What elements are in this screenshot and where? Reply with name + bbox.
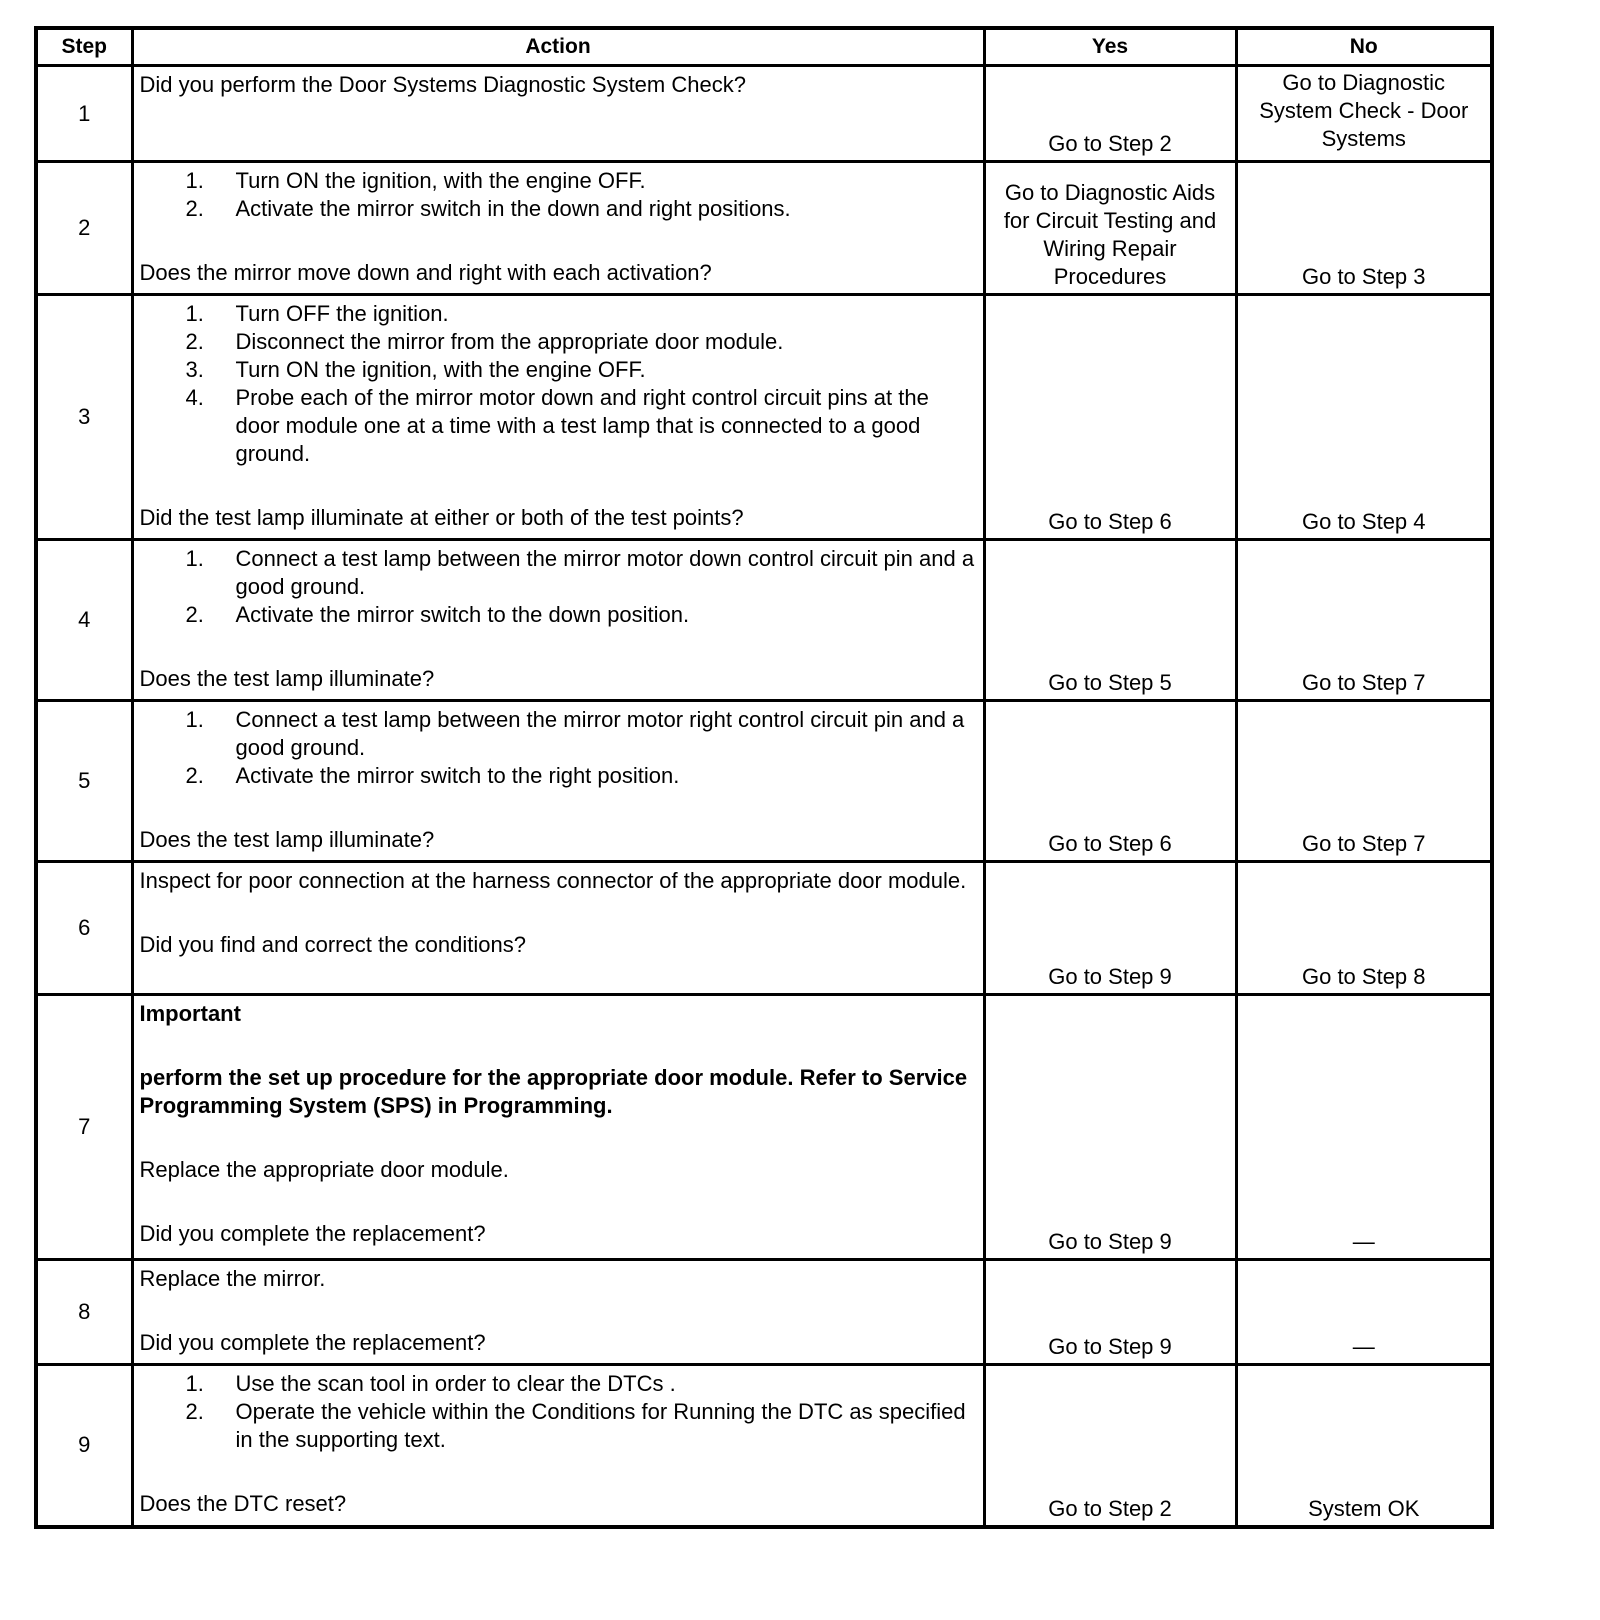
- table-row: [36, 540, 1492, 701]
- list-number: 3.: [185, 357, 204, 382]
- list-text: Connect a test lamp between the mirror motor right control circuit pin and a good ground.: [235, 707, 965, 760]
- list-number: 2.: [185, 329, 204, 354]
- table-row: [36, 1260, 1492, 1365]
- no-cell: Go to Step 7: [1236, 540, 1492, 701]
- action-question: Does the test lamp illuminate?: [139, 827, 435, 852]
- step-number: 5: [36, 701, 132, 862]
- action-list: [140, 1370, 977, 1454]
- action-list: [140, 545, 977, 629]
- yes-cell: Go to Step 2: [984, 66, 1236, 162]
- list-item: [140, 300, 977, 328]
- no-cell: Go to Step 4: [1236, 295, 1492, 540]
- list-number: 1.: [185, 301, 204, 326]
- step-number: 6: [36, 862, 132, 995]
- list-number: 2.: [185, 1399, 204, 1424]
- step-number: 1: [36, 66, 132, 162]
- header-no: No: [1236, 28, 1492, 66]
- action-list: [140, 300, 977, 468]
- action-question: Did you complete the replacement?: [139, 1221, 486, 1246]
- list-item: [140, 195, 977, 223]
- table-row: [36, 701, 1492, 862]
- no-cell: Go to Step 3: [1236, 162, 1492, 295]
- action-list: [140, 167, 977, 223]
- list-text: Turn ON the ignition, with the engine OFF.: [235, 168, 646, 193]
- table-row: [36, 1365, 1492, 1527]
- action-list: [140, 706, 977, 790]
- action-cell: [132, 1260, 984, 1365]
- no-cell: Go to Diagnostic System Check - Door Systems: [1236, 66, 1492, 162]
- action-intro: Replace the mirror.: [139, 1266, 326, 1291]
- step-number: 9: [36, 1365, 132, 1527]
- action-intro: Replace the appropriate door module.: [139, 1157, 509, 1182]
- yes-cell: Go to Step 9: [984, 995, 1236, 1260]
- action-question: Did the test lamp illuminate at either or both of the test points?: [139, 505, 744, 530]
- important-label: Important: [139, 1001, 241, 1026]
- action-question: Did you find and correct the conditions?: [139, 932, 526, 957]
- yes-cell: Go to Step 9: [984, 862, 1236, 995]
- table-row: [36, 66, 1492, 162]
- step-number: 4: [36, 540, 132, 701]
- list-number: 2.: [185, 196, 204, 221]
- step-number: 8: [36, 1260, 132, 1365]
- yes-cell: Go to Diagnostic Aids for Circuit Testing and Wiring Repair Procedures: [984, 162, 1236, 295]
- list-item: [140, 167, 977, 195]
- list-text: Probe each of the mirror motor down and right control circuit pins at the door module one at a time with a test lamp that is connected to a good ground.: [235, 385, 929, 466]
- no-cell: Go to Step 8: [1236, 862, 1492, 995]
- list-item: [140, 1370, 977, 1398]
- list-number: 1.: [185, 168, 204, 193]
- list-text: Connect a test lamp between the mirror motor down control circuit pin and a good ground.: [235, 546, 975, 599]
- list-item: [140, 1398, 977, 1454]
- action-question: Does the DTC reset?: [139, 1491, 347, 1516]
- list-item: [140, 545, 977, 601]
- header-action: Action: [132, 28, 984, 66]
- diagnostic-table: [34, 26, 1494, 1529]
- action-cell: [132, 995, 984, 1260]
- action-cell: [132, 1365, 984, 1527]
- list-item: [140, 762, 977, 790]
- table-row: [36, 862, 1492, 995]
- list-text: Turn OFF the ignition.: [235, 301, 449, 326]
- action-question: Does the mirror move down and right with each activation?: [139, 260, 712, 285]
- list-text: Operate the vehicle within the Conditions for Running the DTC as specified in the supporting text.: [235, 1399, 966, 1452]
- list-number: 1.: [185, 1371, 204, 1396]
- no-cell: System OK: [1236, 1365, 1492, 1527]
- no-cell: Go to Step 7: [1236, 701, 1492, 862]
- table-row: [36, 295, 1492, 540]
- list-text: Disconnect the mirror from the appropriate door module.: [235, 329, 784, 354]
- action-cell: [132, 540, 984, 701]
- important-note: perform the set up procedure for the appropriate door module. Refer to Service Programming System (SPS) in Programming.: [139, 1065, 968, 1118]
- table-row: [36, 162, 1492, 295]
- step-number: 3: [36, 295, 132, 540]
- list-item: [140, 384, 977, 468]
- no-cell: —: [1236, 1260, 1492, 1365]
- list-item: [140, 328, 977, 356]
- list-item: [140, 356, 977, 384]
- list-number: 1.: [185, 707, 204, 732]
- step-number: 7: [36, 995, 132, 1260]
- list-text: Turn ON the ignition, with the engine OFF.: [235, 357, 646, 382]
- yes-cell: Go to Step 6: [984, 701, 1236, 862]
- list-item: [140, 601, 977, 629]
- list-text: Use the scan tool in order to clear the DTCs .: [235, 1371, 676, 1396]
- table-row: [36, 995, 1492, 1260]
- yes-cell: Go to Step 6: [984, 295, 1236, 540]
- header-step: Step: [36, 28, 132, 66]
- action-cell: [132, 162, 984, 295]
- list-number: 1.: [185, 546, 204, 571]
- action-cell: [132, 295, 984, 540]
- action-cell: [132, 862, 984, 995]
- action-cell: [132, 701, 984, 862]
- action-question: Did you complete the replacement?: [139, 1330, 486, 1355]
- list-number: 2.: [185, 602, 204, 627]
- yes-cell: Go to Step 9: [984, 1260, 1236, 1365]
- list-item: [140, 706, 977, 762]
- yes-cell: Go to Step 2: [984, 1365, 1236, 1527]
- yes-cell: Go to Step 5: [984, 540, 1236, 701]
- list-number: 4.: [185, 385, 204, 410]
- action-question: Does the test lamp illuminate?: [139, 666, 435, 691]
- list-text: Activate the mirror switch to the right position.: [235, 763, 680, 788]
- header-row: [36, 28, 1492, 66]
- list-number: 2.: [185, 763, 204, 788]
- action-cell: [132, 66, 984, 162]
- no-cell: —: [1236, 995, 1492, 1260]
- action-intro: Did you perform the Door Systems Diagnostic System Check?: [139, 72, 746, 97]
- action-intro: Inspect for poor connection at the harness connector of the appropriate door module.: [139, 868, 967, 893]
- list-text: Activate the mirror switch to the down position.: [235, 602, 690, 627]
- header-yes: Yes: [984, 28, 1236, 66]
- list-text: Activate the mirror switch in the down and right positions.: [235, 196, 791, 221]
- step-number: 2: [36, 162, 132, 295]
